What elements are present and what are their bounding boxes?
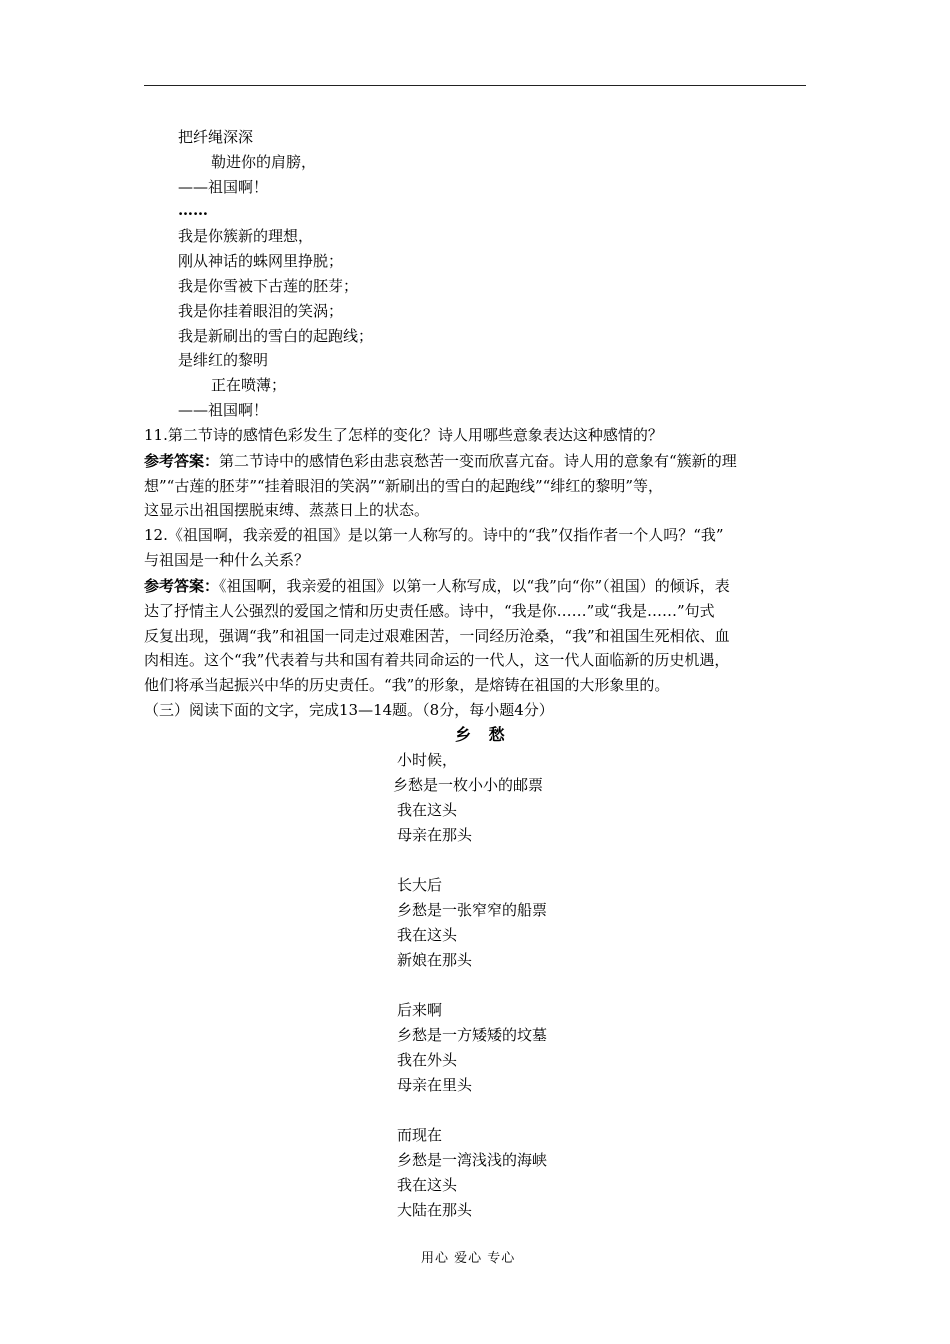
section-instruction: （三）阅读下面的文字，完成13—14题。（8分，每小题4分） [144, 701, 554, 719]
poem1-line: 把纤绳深深 [178, 128, 254, 146]
poem-line: 新娘在那头 [397, 951, 473, 969]
poem1-line: 我是你挂着眼泪的笑涡； [178, 302, 344, 320]
poem-line: 乡愁是一张窄窄的船票 [397, 901, 548, 919]
poem-line: 我在外头 [397, 1051, 458, 1069]
question-12-text: 12.《祖国啊，我亲爱的祖国》是以第一人称写的。诗中的“我”仅指作者一个人吗？“我” [144, 526, 724, 544]
question-11-text: 11.第二节诗的感情色彩发生了怎样的变化？诗人用哪些意象表达这种感情的？ [144, 426, 663, 444]
poem1-line: 勒进你的肩膀， [211, 153, 317, 171]
answer-11-line [144, 451, 737, 471]
poem-line: 母亲在里头 [397, 1076, 473, 1094]
poem-line: 我在这头 [397, 801, 458, 819]
poem1-line: 我是你雪被下古莲的胚芽； [178, 277, 359, 295]
poem1-line: 是绯红的黎明 [178, 351, 269, 369]
poem1-line: ——祖国啊！ [178, 401, 269, 419]
answer-text: 第二节诗中的感情色彩由悲哀愁苦一变而欣喜亢奋。诗人用的意象有“簇新的理 [219, 452, 737, 470]
poem-line: 后来啊 [397, 1001, 443, 1019]
answer-text: 《祖国啊，我亲爱的祖国》以第一人称写成，以“我”向“你”（祖国）的倾诉，表 [219, 577, 730, 595]
answer-12-line: 反复出现，强调“我”和祖国一同走过艰难困苦，一同经历沧桑，“我”和祖国生死相依、血 [144, 627, 730, 645]
poem1-line: 正在喷薄； [211, 376, 287, 394]
poem-line: 小时候， [397, 751, 458, 769]
answer-11-line: 这显示出祖国摆脱束缚、蒸蒸日上的状态。 [144, 501, 430, 519]
poem1-line: 我是新刷出的雪白的起跑线； [178, 327, 374, 345]
poem-line: 而现在 [397, 1126, 443, 1144]
answer-12-line [144, 576, 730, 596]
poem-line: 大陆在那头 [397, 1201, 473, 1219]
answer-11-line: 想”“古莲的胚芽”“挂着眼泪的笑涡”“新刷出的雪白的起跑线”“绯红的黎明”等， [144, 477, 664, 495]
poem-line: 母亲在那头 [397, 826, 473, 844]
page-footer: 用心 爱心 专心 [421, 1251, 516, 1266]
answer-label: 参考答案： [144, 452, 220, 470]
answer-12-line: 他们将承当起振兴中华的历史责任。“我”的形象，是熔铸在祖国的大形象里的。 [144, 676, 670, 694]
poem1-line: 刚从神话的蛛网里挣脱； [178, 252, 344, 270]
poem1-ellipsis: …… [178, 201, 208, 219]
poem-line: 长大后 [397, 876, 443, 894]
poem-line: 我在这头 [397, 926, 458, 944]
answer-12-line: 达了抒情主人公强烈的爱国之情和历史责任感。诗中，“我是你……”或“我是……”句式 [144, 602, 715, 620]
poem-line: 乡愁是一枚小小的邮票 [393, 776, 544, 794]
poem-line: 乡愁是一湾浅浅的海峡 [397, 1151, 548, 1169]
poem-line: 我在这头 [397, 1176, 458, 1194]
poem-title: 乡 愁 [455, 725, 511, 744]
answer-12-line: 肉相连。这个“我”代表着与共和国有着共同命运的一代人，这一代人面临新的历史机遇， [144, 651, 730, 669]
poem1-line: 我是你簇新的理想， [178, 227, 314, 245]
answer-label: 参考答案： [144, 577, 220, 595]
header-rule [144, 85, 806, 86]
poem-line: 乡愁是一方矮矮的坟墓 [397, 1026, 548, 1044]
poem1-line: ——祖国啊！ [178, 178, 269, 196]
question-12-text: 与祖国是一种什么关系？ [144, 551, 310, 569]
